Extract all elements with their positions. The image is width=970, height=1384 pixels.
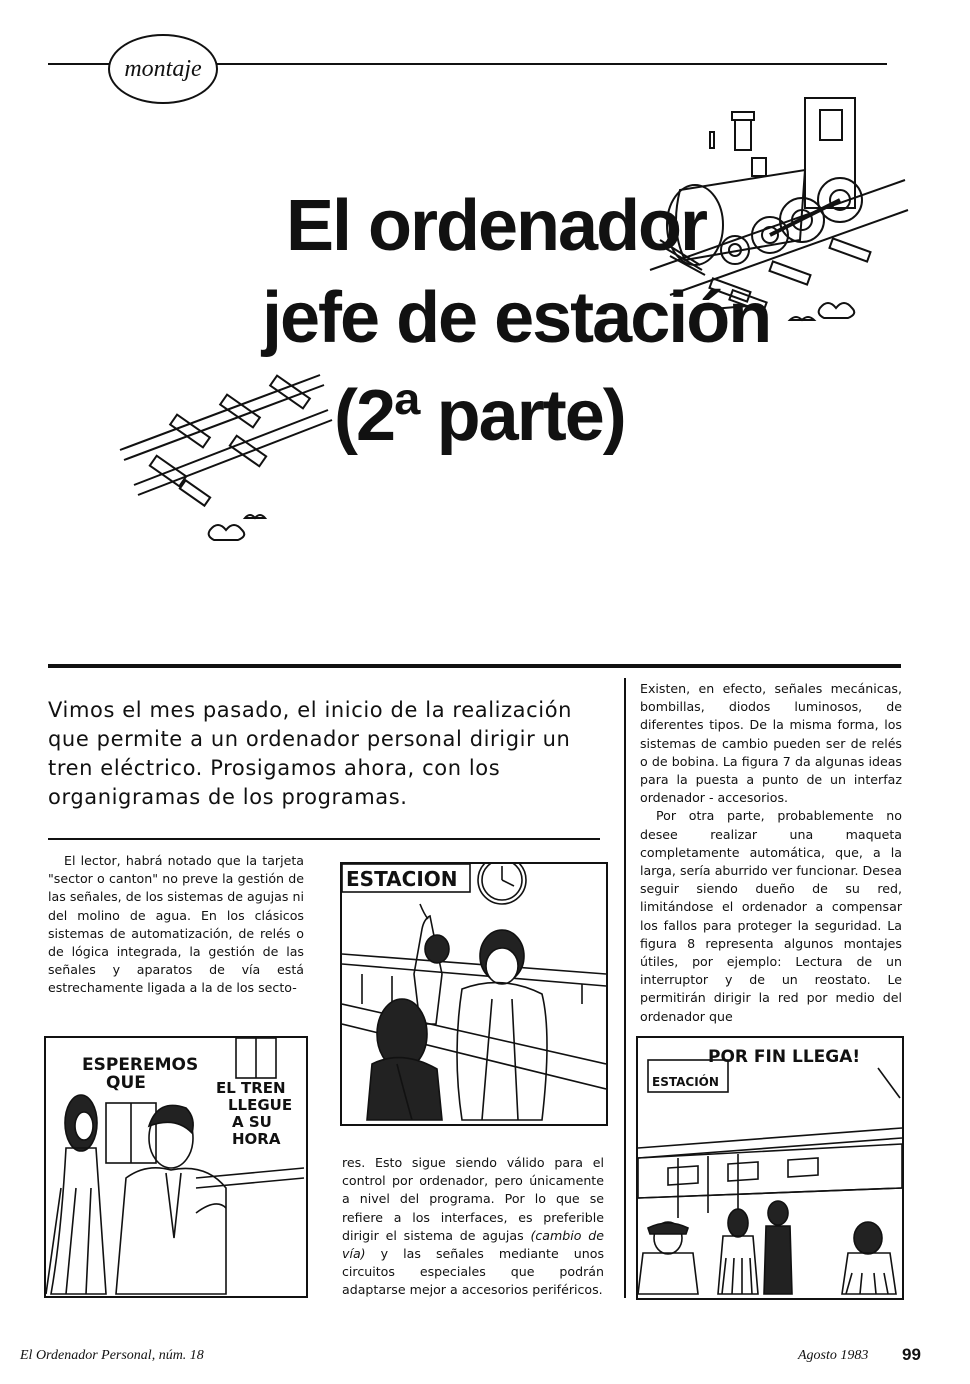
column-divider	[624, 678, 626, 1298]
comic-1-speech-4: LLEGUE	[228, 1096, 293, 1114]
column-1-paragraph: El lector, habrá notado que la tarjeta "sector o canton" no preve la gestión de las señales, de los sistemas de agujas ni del molino de agua. En los clásicos sistemas de automatización, de relés o de lógica integrada, la gestión de las señales y aparatos de vía está estrechamente ligada a la de los secto-	[48, 853, 304, 996]
comic-1-speech-2: QUE	[106, 1073, 146, 1093]
comic-1-speech-6: HORA	[232, 1130, 281, 1148]
column-2-paragraph	[342, 1154, 604, 1300]
comic-panel-3	[636, 1036, 904, 1300]
column-2-text	[342, 1154, 604, 1300]
section-badge	[108, 34, 218, 104]
section-rule-left	[48, 63, 110, 65]
title-line-1: El ordenador	[286, 186, 707, 266]
column-1-text	[48, 852, 304, 998]
section-rule-right	[212, 63, 887, 65]
lead-paragraph: Vimos el mes pasado, el inicio de la realización que permite a un ordenador personal dirigir un tren eléctrico. Prosigamos ahora, con los organigramas de los programas.	[48, 698, 573, 809]
page-number: 99	[902, 1345, 921, 1364]
comic-1-speech-5: A SU	[232, 1113, 272, 1131]
lead-divider	[48, 838, 600, 840]
footer-publication: El Ordenador Personal, núm. 18	[20, 1348, 204, 1363]
title-line-3: (2ª parte)	[334, 376, 625, 456]
railway-track-illustration	[110, 370, 340, 550]
comic-panel-1-drawing	[46, 1038, 306, 1296]
column-3-paragraph-2: Por otra parte, probablemente no desee realizar una maqueta completamente automática, que, a la larga, sería aburrido ver funcionar. Desea seguir siendo dueño de su red, limitándose el ordenador a compensar los fallos para proteger la seguridad. La figura 8 representa algunos montajes útiles, por ejemplo: Lectura de un interruptor y de un reostato. Le permitirán dirigir la red por medio del ordenador que	[640, 808, 902, 1024]
comic-1-speech-3: EL TREN	[216, 1079, 286, 1097]
column-2-text-a: res. Esto sigue siendo válido para el control por ordenador, pero únicamente a nivel del programa. Por lo que se refiere a los interfaces, es preferible dirigir el sistema de agujas	[342, 1155, 604, 1243]
comic-1-speech-1: ESPEREMOS	[82, 1055, 199, 1075]
comic-panel-3-drawing	[638, 1038, 902, 1298]
title-line-2: jefe de estación	[262, 278, 771, 358]
comic-2-sign: ESTACION	[346, 867, 458, 891]
column-2-italic: (cambio de vía)	[342, 1227, 604, 1262]
column-3-text	[640, 680, 902, 1026]
column-3-paragraph-1: Existen, en efecto, señales mecánicas, bombillas, diodos luminosos, de diferentes tipos. De la misma forma, los sistemas de cambio pueden ser de relés o de bobina. La figura 7 da algunas ideas para la puesta a punto de un interfaz ordenador - accesorios.	[640, 681, 902, 806]
comic-panel-2	[340, 862, 608, 1126]
column-2-text-b: y las señales mediante unos circuitos especiales que podrán adaptarse mejor a accesorios periféricos.	[342, 1246, 604, 1298]
comic-panel-1	[44, 1036, 308, 1298]
comic-panel-2-drawing	[342, 864, 606, 1124]
comic-3-speech: POR FIN LLEGA!	[708, 1047, 861, 1067]
section-label: montaje	[124, 55, 202, 82]
comic-3-sign: ESTACIÓN	[652, 1075, 719, 1089]
heavy-divider	[48, 664, 901, 668]
footer-date: Agosto 1983	[798, 1348, 869, 1363]
